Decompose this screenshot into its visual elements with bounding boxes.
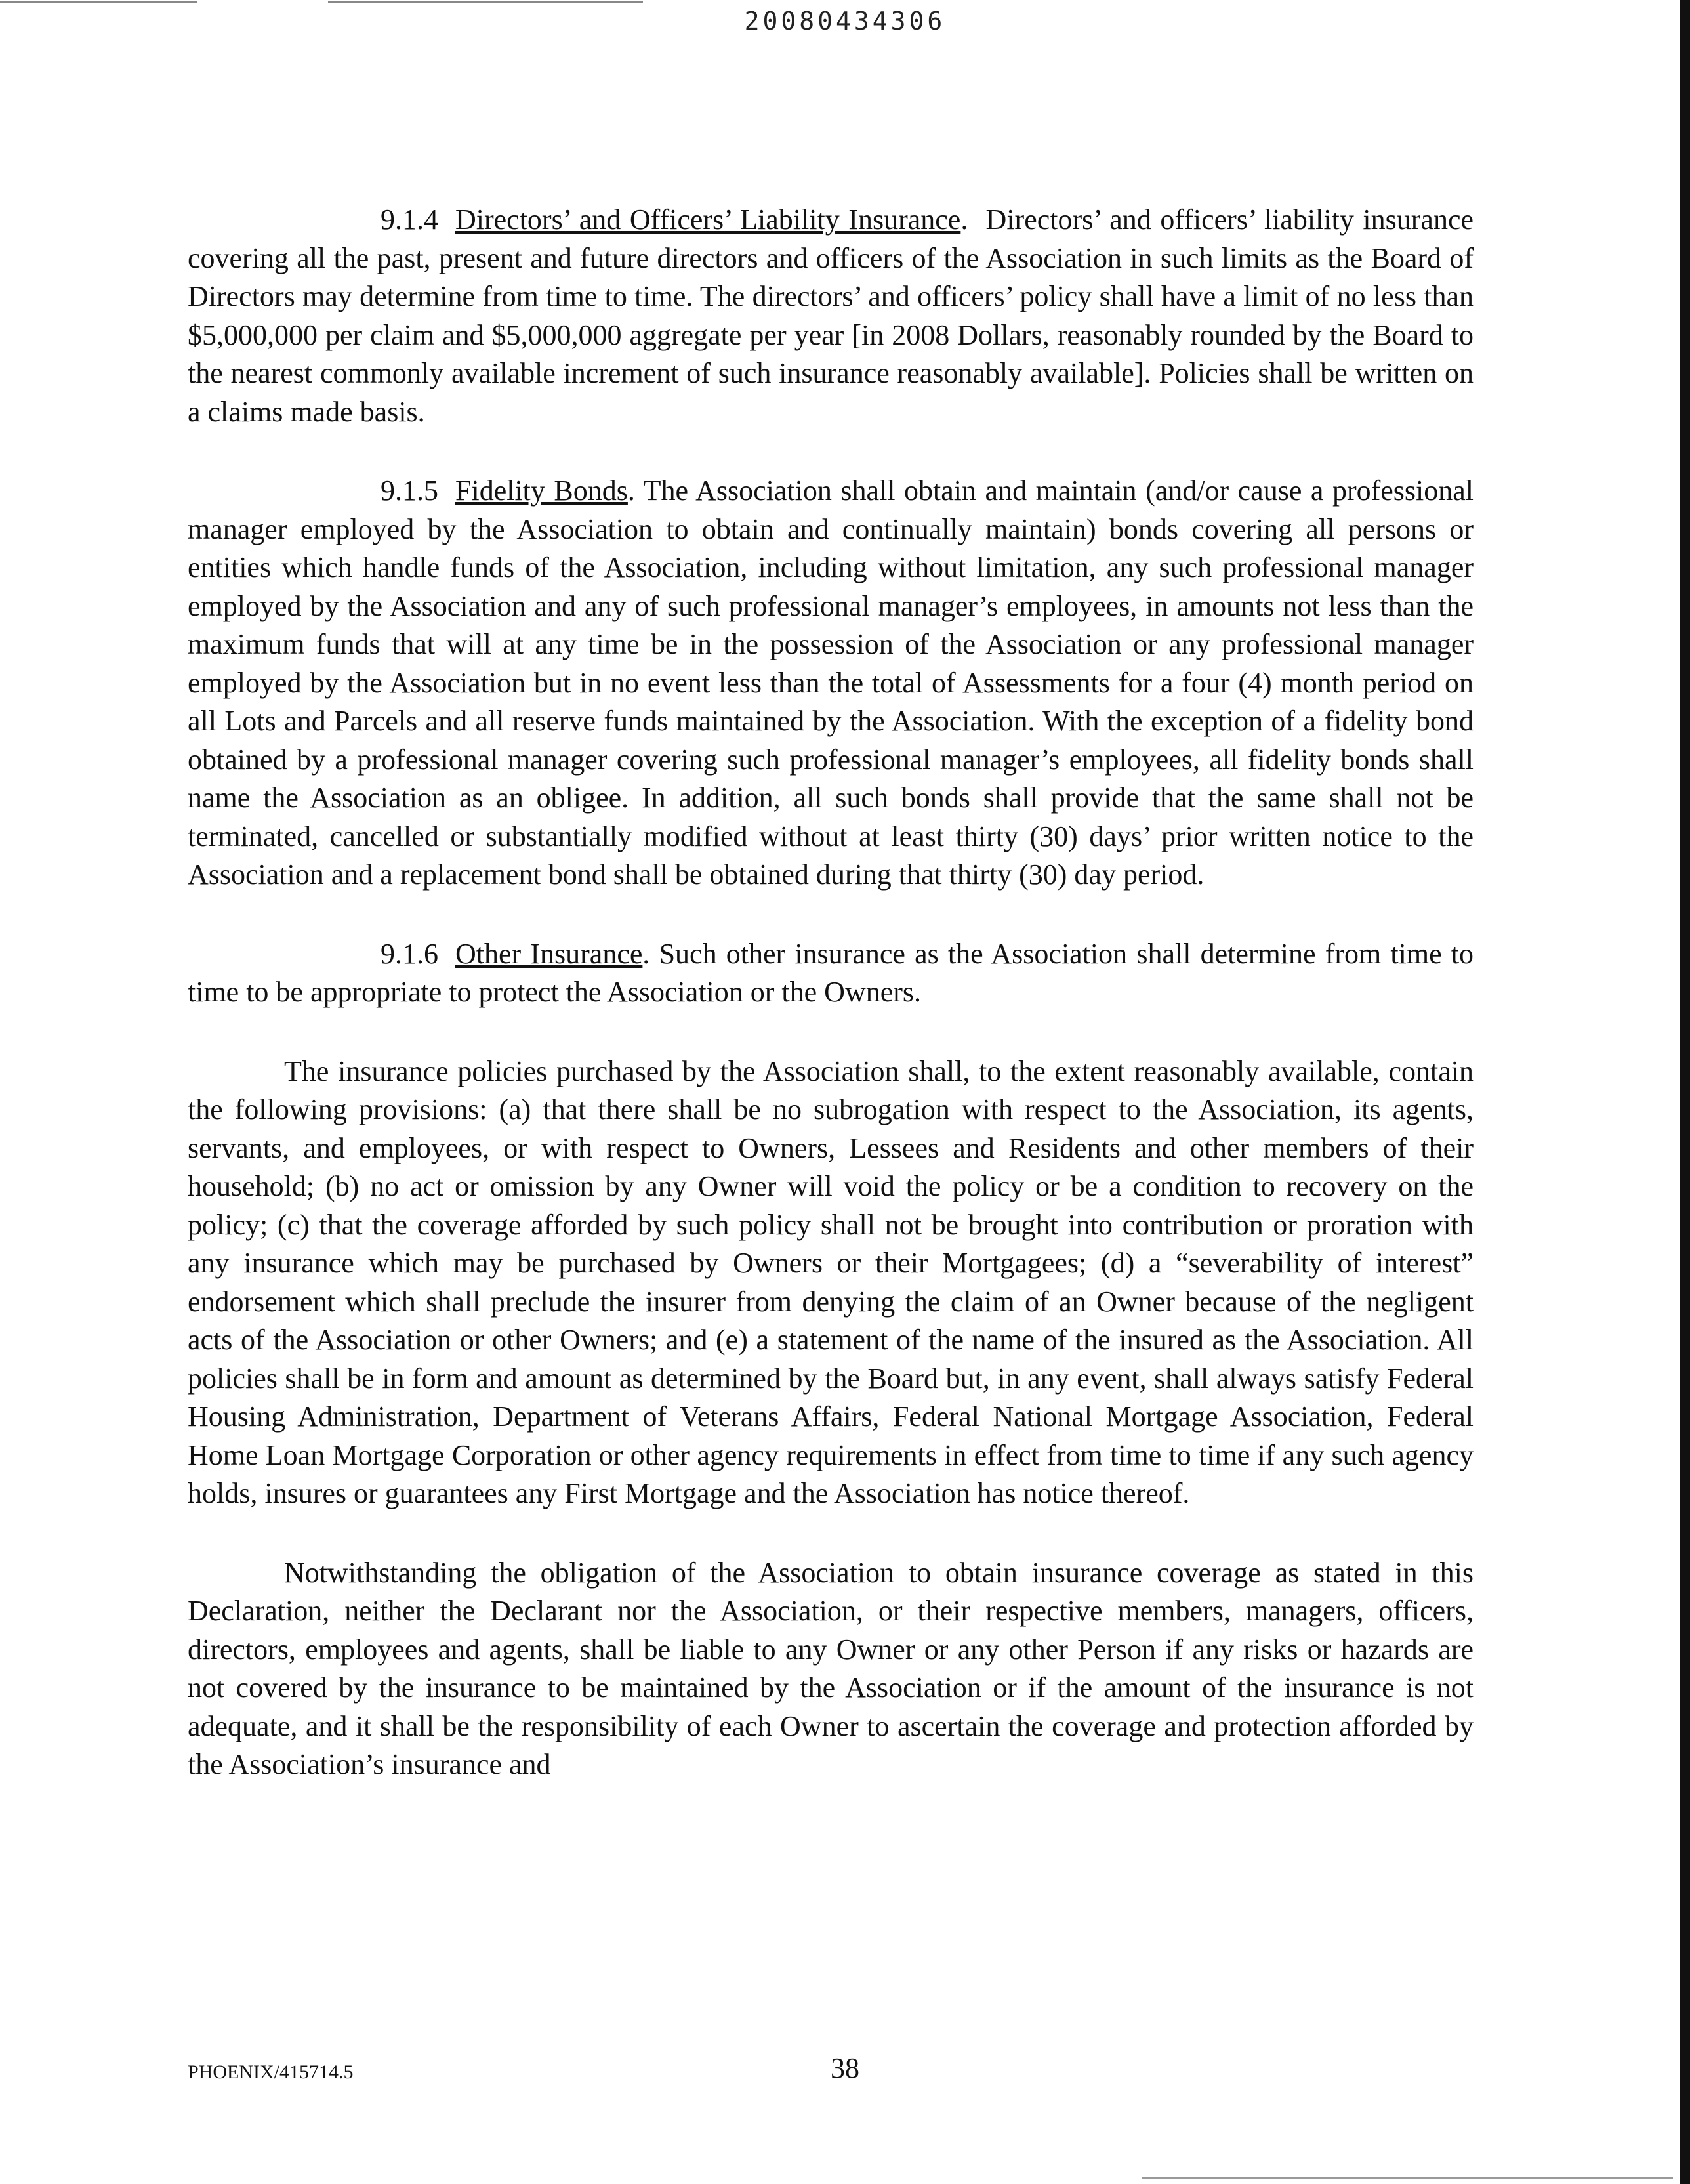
paragraph-notwithstanding: Notwithstanding the obligation of the Association to obtain insurance coverage as stated in this Declaration, neither the Declarant nor the Association, or their respective members, managers, officers, directors, employees and agents, shall be liable to any Owner or any other Person if any risks or hazards are not covered by the insurance to be maintained by the Association or if the amount of the insurance is not adequate, and it shall be the responsibility of each Owner to ascertain the coverage and protection afforded by the Association’s insurance and <box>188 1556 1474 1780</box>
scan-artifact-top-left <box>0 1 197 3</box>
scan-artifact-bottom <box>1142 2177 1673 2179</box>
section-heading: Fidelity Bonds <box>455 474 628 507</box>
scan-edge-right <box>1680 0 1690 2184</box>
document-body <box>188 201 1474 1825</box>
page-number: 38 <box>831 2052 859 2084</box>
section-number: 9.1.5 <box>381 474 438 507</box>
section-heading: Other Insurance <box>455 937 643 970</box>
document-number: 20080434306 <box>744 7 946 35</box>
section-number: 9.1.4 <box>381 203 438 236</box>
scan-artifact-top-center <box>328 1 643 3</box>
section-body: Directors’ and officers’ liability insurance covering all the past, present and future directors and officers of the Association in such limits as the Board of Directors may determine from time to time. The directors’ and officers’ policy shall have a limit of no less than $5,000,000 per claim and $5,000,000 aggregate per year [in 2008 Dollars, reasonably rounded by the Board to the nearest commonly available increment of such insurance reasonably available]. Policies shall be written on a claims made basis. <box>188 203 1474 428</box>
footer-file-id: PHOENIX/415714.5 <box>188 2061 354 2083</box>
section-9-1-5: 9.1.5 Fidelity Bonds. The Association shall obtain and maintain (and/or cause a professional manager employed by the Association to obtain and continually maintain) bonds covering all persons or entities which handle funds of the Association, including without limitation, any such professional manager employed by the Association and any of such professional manager’s employees, in amounts not less than the maximum funds that will at any time be in the possession of the Association or any professional manager employed by the Association but in no event less than the total of Assessments for a four (4) month period on all Lots and Parcels and all reserve funds maintained by the Association. With the exception of a fidelity bond obtained by a professional manager covering such professional manager’s employees, all fidelity bonds shall name the Association as an obligee. In addition, all such bonds shall provide that the same shall not be terminated, cancelled or substantially modified without at least thirty (30) days’ prior written notice to the Association and a replacement bond shall be obtained during that thirty (30) day period. <box>188 474 1474 891</box>
section-9-1-4: 9.1.4 Directors’ and Officers’ Liability Insurance. Directors’ and officers’ liability insurance covering all the past, present and future directors and officers of the Association in such limits as the Board of Directors may determine from time to time. The directors’ and officers’ policy shall have a limit of no less than $5,000,000 per claim and $5,000,000 aggregate per year [in 2008 Dollars, reasonably rounded by the Board to the nearest commonly available increment of such insurance reasonably available]. Policies shall be written on a claims made basis. <box>188 203 1474 428</box>
section-heading: Directors’ and Officers’ Liability Insurance <box>455 203 961 236</box>
section-body: Such other insurance as the Association shall determine from time to time to be appropriate to protect the Association or the Owners. <box>188 937 1474 1008</box>
section-number: 9.1.6 <box>381 937 438 970</box>
paragraph-policy-provisions: The insurance policies purchased by the Association shall, to the extent reasonably available, contain the following provisions: (a) that there shall be no subrogation with respect to the Association, its agents, servants, and employees, or with respect to Owners, Lessees and Residents and other members of their household; (b) no act or omission by any Owner will void the policy or be a condition to recovery on the policy; (c) that the coverage afforded by such policy shall not be brought into contribution or proration with any insurance which may be purchased by Owners or their Mortgagees; (d) a “severability of interest” endorsement which shall preclude the insurer from denying the claim of an Owner because of the negligent acts of the Association or other Owners; and (e) a statement of the name of the insured as the Association. All policies shall be in form and amount as determined by the Board but, in any event, shall always satisfy Federal Housing Administration, Department of Veterans Affairs, Federal National Mortgage Association, Federal Home Loan Mortgage Corporation or other agency requirements in effect from time to time if any such agency holds, insures or guarantees any First Mortgage and the Association has notice thereof. <box>188 1055 1474 1509</box>
section-body: The Association shall obtain and maintain (and/or cause a professional manager employed by the Association to obtain and continually maintain) bonds covering all persons or entities which handle funds of the Association, including without limitation, any such professional manager employed by the Association and any of such professional manager’s employees, in amounts not less than the maximum funds that will at any time be in the possession of the Association or any professional manager employed by the Association but in no event less than the total of Assessments for a four (4) month period on all Lots and Parcels and all reserve funds maintained by the Association. With the exception of a fidelity bond obtained by a professional manager covering such professional manager’s employees, all fidelity bonds shall name the Association as an obligee. In addition, all such bonds shall provide that the same shall not be terminated, cancelled or substantially modified without at least thirty (30) days’ prior written notice to the Association and a replacement bond shall be obtained during that thirty (30) day period. <box>188 474 1474 891</box>
section-9-1-6: 9.1.6 Other Insurance. Such other insurance as the Association shall determine from time to time to be appropriate to protect the Association or the Owners. <box>188 937 1474 1008</box>
